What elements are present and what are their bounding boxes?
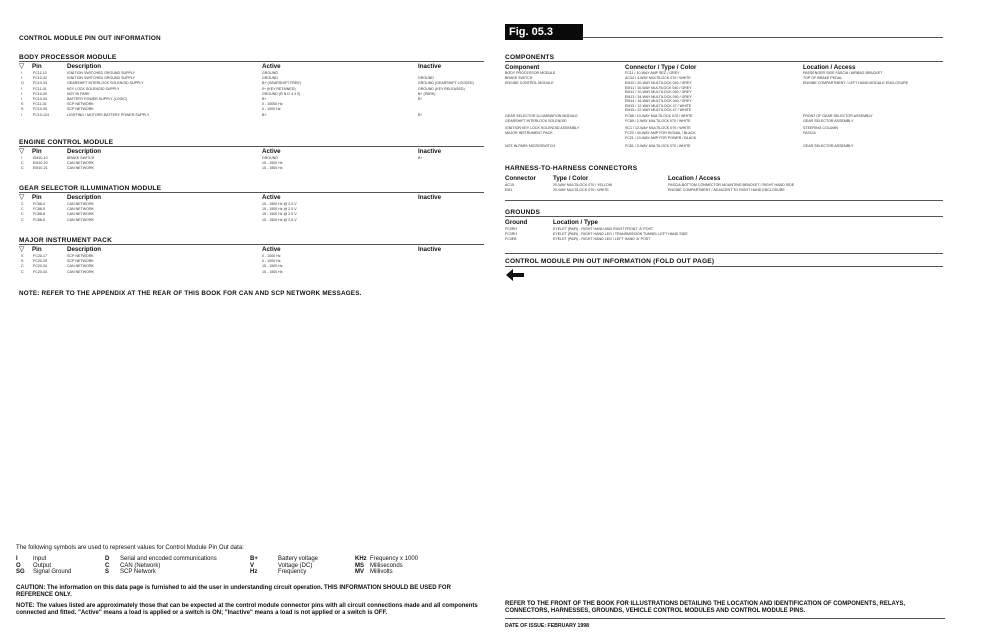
- pin-description: IGNITION SWITCHED GROUND SUPPLY: [67, 71, 136, 75]
- pin-type: I: [21, 76, 22, 81]
- connector-header: Connector / Type / Color: [625, 64, 697, 71]
- pin-active-value: B+: [262, 97, 267, 101]
- section-rule: [19, 192, 484, 193]
- legend-meaning: SCP Network: [120, 569, 156, 575]
- pin-active-value: 15 - 1500 Hz: [262, 264, 283, 269]
- pin-description: SCP NETWORK: [67, 259, 94, 264]
- pin-header: Pin: [32, 246, 42, 253]
- pin-active-value: 0 - 10000 Hz: [262, 102, 283, 107]
- pin-number: FC20-44: [33, 269, 47, 274]
- pin-type-triangle-icon: ▽: [19, 148, 25, 155]
- pin-active-value: 15 - 1500 Hz @ 2.5 V: [262, 202, 297, 206]
- description-header: Description: [67, 63, 102, 70]
- pin-active-value: 0 - 1000 Hz: [262, 259, 281, 264]
- pin-description: LIGHTING / MOTORS BATTERY POWER SUPPLY: [67, 112, 150, 117]
- pin-type: I: [21, 156, 22, 160]
- section-rule: [19, 146, 484, 147]
- description-header: Description: [67, 246, 102, 253]
- fold-out-rule-bottom: [505, 266, 943, 267]
- pin-description: CAN NETWORK: [67, 166, 94, 171]
- network-note: NOTE: REFER TO THE APPENDIX AT THE REAR OF THIS BOOK FOR CAN AND SCP NETWORK MESSAGES.: [19, 290, 362, 297]
- ground-location-header: Location / Type: [553, 219, 598, 226]
- harness-connector: AC15: [505, 183, 514, 187]
- legend-meaning: Battery voltage: [278, 556, 319, 562]
- pin-number: FC88-9: [33, 217, 45, 222]
- pin-type: S: [21, 254, 24, 258]
- harness-title: HARNESS-TO-HARNESS CONNECTORS: [505, 165, 638, 172]
- footer-rule: [505, 618, 945, 619]
- ground-header: Ground: [505, 219, 528, 226]
- pin-description: CAN NETWORK: [67, 207, 94, 212]
- refer-front-note: REFER TO THE FRONT OF THE BOOK FOR ILLUSTRATIONS DETAILING THE LOCATION AND IDENTIFICATION OF COMPONENTS, RELAYS, CONNECTORS, HARNESSES, GROUNDS, VEHICLE CONTROL MODULES AND CONTROL MODULE PINS.: [505, 601, 905, 614]
- pin-number: FC10-03: [33, 97, 47, 101]
- legend-meaning: Frequency: [278, 569, 307, 575]
- section-rule: [19, 244, 484, 245]
- pin-active-value: B+ (GEARSHIFT FREE): [262, 81, 301, 86]
- component-name: MAJOR INSTRUMENT PACK: [505, 131, 553, 135]
- pin-active-value: GROUND: [262, 71, 278, 75]
- figure-rule: [583, 37, 943, 38]
- legend-symbol: V: [250, 562, 255, 569]
- pin-active-value: B+: [262, 112, 267, 117]
- pin-number: FC10-32: [33, 76, 47, 81]
- component-connector: SC1 / 12-WAY MULTILOCK 070 / WHITE: [625, 126, 691, 130]
- section-title: GEAR SELECTOR ILLUMINATION MODULE: [19, 185, 162, 192]
- harness-rule: [505, 200, 943, 201]
- component-connector: FC88 / 10-WAY MULTILOCK 070 / WHITE: [625, 114, 693, 118]
- harness-connector: EM1: [505, 188, 513, 192]
- pin-type: C: [21, 161, 24, 166]
- component-connector: EM15 / 22-WAY MULTILOCK 47 / WHITE: [625, 108, 692, 112]
- pin-active-value: 0 - 1000 Hz: [262, 254, 281, 258]
- legend-symbol: B+: [250, 556, 258, 562]
- component-location: ENGINE COMPARTMENT / LEFT HAND MODULE ENCLOSURE: [803, 81, 909, 85]
- date-of-issue: DATE OF ISSUE: FEBRUARY 1998: [505, 623, 590, 629]
- pin-type-triangle-icon: ▽: [19, 63, 25, 70]
- pin-description: SCP NETWORK: [67, 107, 94, 112]
- pin-number: EM10-10: [33, 156, 48, 160]
- pin-active-value: GROUND (R N D 4 3 2): [262, 91, 301, 96]
- pin-type: C: [21, 202, 24, 206]
- pin-type-triangle-icon: ▽: [19, 194, 25, 201]
- values-note: NOTE: The values listed are approximately those that can be expected at the control module connector pins with all circuit connections made and all components connected and fitted. "Active" means a load is applied or a switch is ON; "Inactive" means a load is not applied or a switch is OFF.: [16, 603, 478, 616]
- pin-type: S: [21, 102, 24, 107]
- legend-meaning: Milliseconds: [370, 562, 403, 569]
- legend-symbol: O: [16, 562, 21, 569]
- pin-active-value: GROUND: [262, 156, 278, 160]
- page-title: CONTROL MODULE PIN OUT INFORMATION: [19, 35, 161, 42]
- pin-active-value: 15 - 1500 Hz @ 2.5 V: [262, 217, 297, 222]
- location-header: Location / Access: [803, 64, 856, 71]
- section-rule: [19, 61, 484, 62]
- pin-inactive-value: B+: [418, 97, 423, 101]
- ground-location: EYELET (PAIR) - RIGHT HAND LEG / TRANSMISSION TUNNEL LEFT HAND SIDE: [553, 232, 688, 236]
- ground-id: FC4EB: [505, 237, 517, 241]
- pin-number: FC88-5: [33, 207, 45, 212]
- pin-number: FC10-09: [33, 91, 47, 96]
- harness-location: FASCIA BOTTOM CONNECTOR MOUNTING BRACKET / RIGHT HAND SIDE: [668, 183, 795, 187]
- pin-description: GEARSHIFT INTERLOCK SOLENOID SUPPLY: [67, 81, 144, 86]
- component-name: BRAKE SWITCH: [505, 76, 533, 80]
- pin-active-value: 15 - 1500 Hz: [262, 161, 283, 166]
- pin-number: EM10-21: [33, 166, 48, 171]
- component-connector: EM13 / 34-WAY MULTILOCK 040 / GREY: [625, 94, 692, 99]
- component-location: FRONT OF GEAR SELECTOR ASSEMBLY: [803, 114, 873, 118]
- legend-meaning: CAN (Network): [120, 562, 161, 569]
- pin-header: Pin: [32, 63, 42, 70]
- pin-number: FC11-10: [33, 71, 47, 75]
- component-connector: FC20 / 40-WAY AMP FOR SIGNAL / BLACK: [625, 131, 696, 135]
- pin-active-value: 0+ (KEY RETAINED): [262, 86, 296, 91]
- pin-description: CAN NETWORK: [67, 217, 94, 222]
- pin-number: FC20-17: [33, 254, 47, 258]
- ground-location: EYELET (PAIR) - RIGHT HAND AND RIGHT FRONT 'A' POST: [553, 227, 654, 231]
- pin-type: I: [21, 86, 22, 91]
- pin-number: FC11-01: [33, 102, 47, 107]
- back-arrow-icon[interactable]: [506, 269, 524, 281]
- pin-type: C: [21, 207, 24, 212]
- pin-header: Pin: [32, 148, 42, 155]
- pin-inactive-value: B+: [418, 156, 423, 160]
- pin-description: CAN NETWORK: [67, 269, 94, 274]
- legend-meaning: Output: [33, 562, 52, 569]
- pin-inactive-value: GROUND (GEARSHIFT LOCKED): [418, 81, 474, 86]
- harness-connector-header: Connector: [505, 175, 536, 182]
- figure-label: Fig. 05.3: [505, 24, 583, 40]
- pin-description: SCP NETWORK: [67, 102, 94, 107]
- legend-symbol: SG: [16, 569, 25, 575]
- pin-description: CAN NETWORK: [67, 264, 94, 269]
- harness-type: 20-WAY MULTILOCK 070 / YELLOW: [553, 183, 613, 187]
- pin-description: SCP NETWORK: [67, 254, 94, 258]
- legend-meaning: Frequency x 1000: [370, 556, 419, 562]
- pin-number: FC20-25: [33, 259, 47, 264]
- component-connector: FC21 / 10-WAY AMP FOR POWER / BLACK: [625, 136, 697, 140]
- pin-active-value: 15 - 1500 Hz @ 2.5 V: [262, 207, 297, 212]
- pin-description: KEY LOCK SOLENOID SUPPLY: [67, 86, 120, 91]
- legend-symbol: S: [105, 569, 110, 575]
- component-connector: FC89 / 2-WAY MULTILOCK 070 / WHITE: [625, 119, 691, 123]
- component-connector: AC34 / 4-WAY MULTILOCK 070 / WHITE: [625, 76, 691, 80]
- pin-description: NOT IN PARK: [67, 91, 90, 96]
- legend-symbol: Hz: [250, 569, 258, 575]
- pin-inactive-value: GROUND: [418, 76, 434, 81]
- pin-active-value: 15 - 1500 Hz @ 2.5 V: [262, 212, 297, 217]
- components-title: COMPONENTS: [505, 54, 555, 61]
- component-location: GEAR SELECTOR ASSEMBLY: [803, 119, 854, 123]
- component-name: ENGINE CONTROL MODULE: [505, 81, 554, 85]
- component-location: TOP OF BRAKE PEDAL: [803, 76, 843, 80]
- component-connector: EM14 / 16-WAY MULTILOCK 040 / GREY: [625, 99, 692, 103]
- component-location: GEAR SELECTOR ASSEMBLY: [803, 144, 854, 148]
- pin-active-value: 15 - 1500 Hz: [262, 166, 283, 171]
- pin-description: IGNITION SWITCHED GROUND SUPPLY: [67, 76, 136, 81]
- components-rule: [505, 61, 943, 62]
- legend-meaning: Input: [33, 556, 47, 562]
- fold-out-rule-top: [505, 253, 943, 254]
- pin-active-value: 0 - 1000 Hz: [262, 107, 281, 112]
- pin-number: FC11-01: [33, 86, 47, 91]
- description-header: Description: [67, 148, 102, 155]
- section-title: BODY PROCESSOR MODULE: [19, 54, 117, 61]
- ground-id: FC0RH: [505, 232, 517, 236]
- pin-description: CAN NETWORK: [67, 212, 94, 217]
- component-name: IGNITION KEY LOCK SOLENOID ASSEMBLY: [505, 126, 580, 130]
- pin-type: C: [21, 166, 24, 171]
- ground-location: EYELET (PAIR) - RIGHT HAND LEG / LEFT HAND 'A' POST: [553, 237, 651, 241]
- component-connector: FC81 / 3-WAY MULTILOCK 070 / WHITE: [625, 144, 691, 148]
- inactive-header: Inactive: [418, 63, 442, 70]
- pin-type: I: [21, 71, 22, 75]
- legend-symbol: MV: [355, 569, 364, 575]
- legend-intro: The following symbols are used to represent values for Control Module Pin Out data:: [16, 544, 244, 551]
- pin-type: I: [21, 112, 22, 117]
- component-location: STEERING COLUMN: [803, 126, 838, 130]
- active-header: Active: [262, 63, 281, 70]
- pin-type: S: [21, 259, 24, 264]
- pin-description: BRAKE SWITCH: [67, 156, 95, 160]
- component-name: GEARSHIFT INTERLOCK SOLENOID: [505, 119, 567, 123]
- component-connector: EM15 / 12-WAY MULTILOCK 47 / WHITE: [625, 103, 692, 108]
- section-title: MAJOR INSTRUMENT PACK: [19, 237, 113, 244]
- pin-description: CAN NETWORK: [67, 161, 94, 166]
- pin-type: C: [21, 217, 24, 222]
- component-location: FASCIA: [803, 131, 816, 135]
- pin-inactive-value: B+ (PARK): [418, 91, 436, 96]
- grounds-title: GROUNDS: [505, 209, 541, 216]
- pin-number: FC10-03: [33, 81, 47, 86]
- component-header: Component: [505, 64, 540, 71]
- inactive-header: Inactive: [418, 246, 442, 253]
- legend-symbol: MS: [355, 562, 364, 569]
- harness-type: 20-WAY MULTILOCK 070 / WHITE: [553, 188, 609, 192]
- legend-symbol: D: [105, 556, 110, 562]
- ground-id: FC0RH: [505, 227, 517, 231]
- legend-symbol: I: [16, 556, 18, 562]
- component-location: PASSENGER SIDE FASCIA / AIRBAG BRACKET: [803, 71, 883, 75]
- component-connector: EM12 / 10-WAY MULTILOCK 040 / GREY: [625, 90, 692, 94]
- component-name: BODY PROCESSOR MODULE: [505, 71, 556, 75]
- pin-number: EM10-20: [33, 161, 48, 166]
- active-header: Active: [262, 246, 281, 253]
- legend-meaning: Millivolts: [370, 569, 393, 575]
- pin-active-value: GROUND: [262, 76, 278, 81]
- inactive-header: Inactive: [418, 194, 442, 201]
- legend-meaning: Serial and encoded communications: [120, 556, 217, 562]
- pin-number: FC88-4: [33, 202, 45, 206]
- component-name: NOT-IN-PARK MICROSWITCH: [505, 144, 556, 148]
- component-name: GEAR SELECTOR ILLUMINATION MODULE: [505, 114, 578, 118]
- pin-type: C: [21, 264, 24, 269]
- pin-number: FC10-05: [33, 107, 47, 112]
- pin-description: CAN NETWORK: [67, 202, 94, 206]
- pin-number: FC88-8: [33, 212, 45, 217]
- pin-type: S: [21, 107, 24, 112]
- pin-inactive-value: B+: [418, 112, 423, 117]
- caution-text: CAUTION: The information on this data page is furnished to aid the user in understanding circuit operation. THIS INFORMATION SHOULD BE USED FOR REFERENCE ONLY.: [16, 585, 451, 598]
- active-header: Active: [262, 148, 281, 155]
- pin-number: FC20-34: [33, 264, 47, 269]
- pin-inactive-value: GROUND (KEY RELEASED): [418, 86, 465, 91]
- harness-location: ENGINE COMPARTMENT / ADJACENT TO RIGHT HAND ENCLOSURE: [668, 188, 785, 192]
- pin-active-value: 15 - 1500 Hz: [262, 269, 283, 274]
- legend-meaning: Signal Ground: [33, 569, 72, 575]
- active-header: Active: [262, 194, 281, 201]
- section-title: ENGINE CONTROL MODULE: [19, 139, 114, 146]
- pin-type: O: [21, 81, 24, 86]
- pin-type: I: [21, 97, 22, 101]
- fold-out-link[interactable]: CONTROL MODULE PIN OUT INFORMATION (FOLD OUT PAGE): [505, 258, 715, 265]
- pin-type: C: [21, 212, 24, 217]
- pin-type: I: [21, 91, 22, 96]
- legend-symbol: C: [105, 562, 110, 569]
- pin-type-triangle-icon: ▽: [19, 246, 25, 253]
- pin-number: FC10-124: [33, 112, 49, 117]
- description-header: Description: [67, 194, 102, 201]
- grounds-rule: [505, 216, 943, 217]
- component-connector: EM10 / 20-WAY MULTILOCK 040 / GREY: [625, 81, 692, 85]
- legend-symbol: KHz: [355, 556, 367, 562]
- component-connector: FC11 / 10-WAY AMP SEC / GREY: [625, 71, 680, 75]
- pin-header: Pin: [32, 194, 42, 201]
- harness-location-header: Location / Access: [668, 175, 721, 182]
- pin-description: BATTERY POWER SUPPLY (LOGIC): [67, 97, 128, 101]
- harness-type-header: Type / Color: [553, 175, 589, 182]
- legend-meaning: Voltage (DC): [278, 562, 313, 569]
- pin-type: C: [21, 269, 24, 274]
- inactive-header: Inactive: [418, 148, 442, 155]
- component-connector: EM11 / 10-WAY MULTILOCK 040 / GREY: [625, 85, 692, 90]
